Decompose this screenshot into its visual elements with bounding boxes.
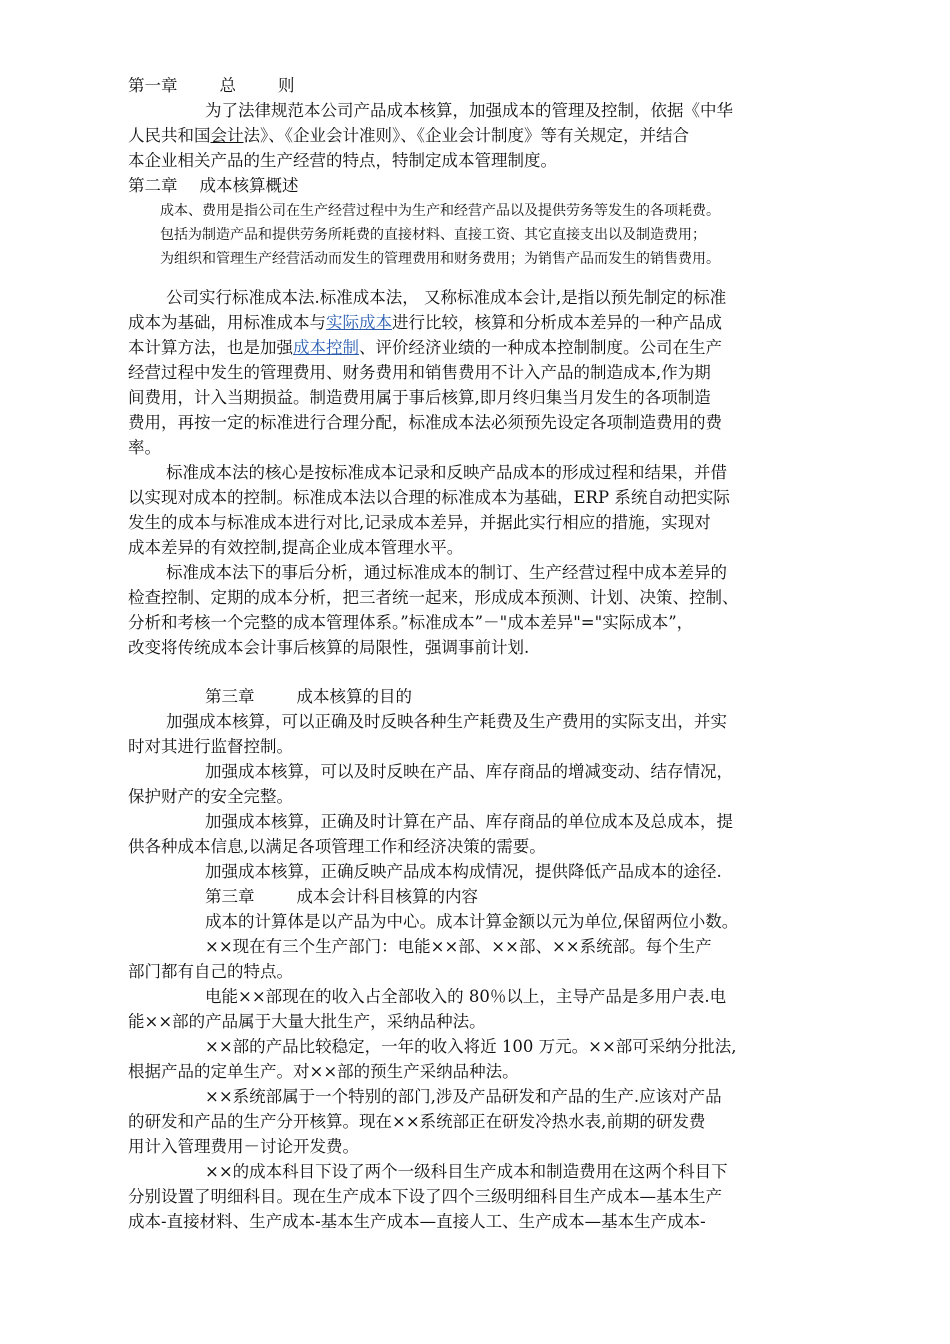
text-line: 电能××部现在的收入占全部收入的 80％以上，主导产品是多用户表.电 [205,987,727,1006]
text-line: 经营过程中发生的管理费用、财务费用和销售费用不计入产品的制造成本,作为期 [128,363,711,382]
text-line: ××现在有三个生产部门：电能××部、××部、××系统部。每个生产 [205,937,712,956]
chapter-title: 成本核算的目的 [296,687,412,706]
text-line: 发生的成本与标准成本进行对比,记录成本差异，并据此实行相应的措施，实现对 [128,513,711,532]
accounting-link[interactable]: 会计 [210,126,244,145]
definition-line: 为组织和管理生产经营活动而发生的管理费用和财务费用；为销售产品而发生的销售费用。 [160,251,720,267]
text-span: 进行比较，核算和分析成本差异的一种产品成 [392,313,722,332]
chapter-number: 第三章 [205,687,255,706]
text-line: 能××部的产品属于大量大批生产，采纳品种法。 [128,1012,486,1031]
text-line: 费用，再按一定的标准进行合理分配，标准成本法必须预先设定各项制造费用的费 [128,413,722,432]
chapter-3b-heading [205,884,905,909]
text-line: 用计入管理费用－讨论开发费。 [128,1137,359,1156]
text-span: 本计算方法，也是加强 [128,338,293,357]
text-line: 以实现对成本的控制。标准成本法以合理的标准成本为基础，ERP 系统自动把实际 [128,488,730,507]
text-span: 、评价经济业绩的一种成本控制制度。公司在生产 [359,338,722,357]
text-line: 分析和考核一个完整的成本管理体系。”标准成本”－"成本差异"="实际成本”， [128,613,694,632]
text-line: 标准成本法的核心是按标准成本记录和反映产品成本的形成过程和结果，并借 [166,463,727,482]
chapter-title: 成本核算概述 [199,176,299,195]
definition-line: 成本、费用是指公司在生产经营过程中为生产和经营产品以及提供劳务等发生的各项耗费。 [160,203,720,219]
text-line: 标准成本法下的事后分析，通过标准成本的制订、生产经营过程中成本差异的 [166,563,727,582]
text-span: 成本为基础，用标准成本与 [128,313,326,332]
text-line: 本企业相关产品的生产经营的特点，特制定成本管理制度。 [128,151,557,170]
text-line: 加强成本核算，正确及时计算在产品、库存商品的单位成本及总成本，提 [205,812,733,831]
text-line: 根据产品的定单生产。对××部的预生产采纳品种法。 [128,1062,519,1081]
chapter-title-part: 总 [219,76,236,95]
text-span: 法》、《企业会计准则》、《企业会计制度》等有关规定，并结合 [243,126,689,145]
chapter-1-heading [128,73,828,98]
text-line: 为了法律规范本公司产品成本核算，加强成本的管理及控制，依据《中华 [205,101,733,120]
chapter-number: 第三章 [205,887,255,906]
text-line: 加强成本核算，可以正确及时反映各种生产耗费及生产费用的实际支出，并实 [166,712,727,731]
chapter-title-part: 则 [278,76,295,95]
text-line: 供各种成本信息,以满足各项管理工作和经济决策的需要。 [128,837,546,856]
text-line: ××系统部属于一个特别的部门,涉及产品研发和产品的生产.应该对产品 [205,1087,722,1106]
text-line: 加强成本核算，可以及时反映在产品、库存商品的增减变动、结存情况， [205,762,733,781]
text-line: 时对其进行监督控制。 [128,737,293,756]
chapter-number: 第二章 [128,176,178,195]
text-line: 成本的计算体是以产品为中心。成本计算金额以元为单位,保留两位小数。 [205,912,739,931]
text-line [128,335,828,360]
text-line: 间费用，计入当期损益。制造费用属于事后核算,即月终归集当月发生的各项制造 [128,388,711,407]
chapter-number: 第一章 [128,76,178,95]
text-line: 加强成本核算，正确反映产品成本构成情况，提供降低产品成本的途径. [205,862,722,881]
text-line: 的研发和产品的生产分开核算。现在××系统部正在研发冷热水表,前期的研发费 [128,1112,706,1131]
text-line: 公司实行标准成本法.标准成本法， 又称标准成本会计,是指以预先制定的标准 [166,288,727,307]
text-line: 分别设置了明细科目。现在生产成本下设了四个三级明细科目生产成本—基本生产 [128,1187,722,1206]
text-line [128,123,828,148]
text-line: 保护财产的安全完整。 [128,787,293,806]
cost-control-link[interactable]: 成本控制 [293,338,359,357]
text-line: ××部的产品比较稳定，一年的收入将近 100 万元。××部可采纳分批法, [205,1037,737,1056]
text-line: 成本差异的有效控制,提高企业成本管理水平。 [128,538,464,557]
chapter-3-heading [205,684,905,709]
text-line: 成本-直接材料、生产成本-基本生产成本—直接人工、生产成本—基本生产成本- [128,1212,706,1231]
actual-cost-link[interactable]: 实际成本 [326,313,392,332]
chapter-title: 成本会计科目核算的内容 [296,887,478,906]
chapter-2-heading [128,173,828,198]
text-line: ××的成本科目下设了两个一级科目生产成本和制造费用在这两个科目下 [205,1162,728,1181]
text-line [128,310,828,335]
text-line: 率。 [128,438,161,457]
definition-line: 包括为制造产品和提供劳务所耗费的直接材料、直接工资、其它直接支出以及制造费用； [160,227,706,243]
text-span: 人民共和国 [128,126,211,145]
text-line: 检查控制、定期的成本分析，把三者统一起来，形成成本预测、计划、决策、控制、 [128,588,739,607]
text-line: 部门都有自己的特点。 [128,962,293,981]
text-line: 改变将传统成本会计事后核算的局限性，强调事前计划. [128,638,530,657]
